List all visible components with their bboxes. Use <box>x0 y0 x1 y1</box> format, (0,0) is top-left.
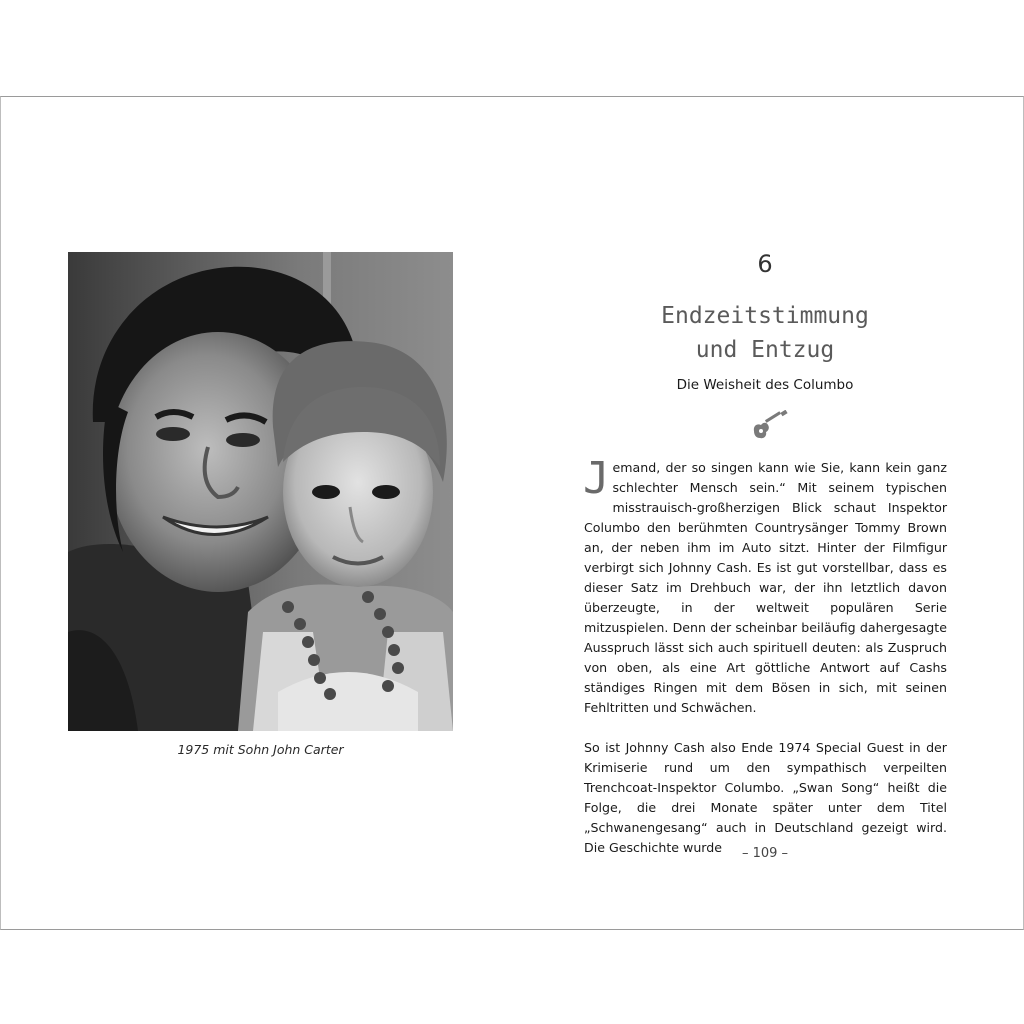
page-number: – 109 – <box>741 846 789 861</box>
paragraph-2: So ist Johnny Cash also Ende 1974 Special Guest in der Krimiserie rund um den sympathisch verpeilten Trenchcoat-Inspektor Columbo. „Swan Song“ heißt die Folge, die drei Monate später unter dem Titel „Schwanengesang“ auch in Deutschland gezeigt wird. Die Geschichte wurde <box>584 740 947 855</box>
drop-cap: J <box>583 453 610 504</box>
chapter-title-line2: und Entzug <box>695 337 835 363</box>
chapter-number: 6 <box>757 250 773 278</box>
photo-caption: 1975 mit Sohn John Carter <box>177 742 344 757</box>
chapter-subtitle: Die Weisheit des Columbo <box>676 377 854 393</box>
chapter-title <box>584 299 946 367</box>
photo <box>68 252 453 731</box>
photo-illustration <box>68 252 453 731</box>
paragraph-1-text: emand, der so singen kann wie Sie, kann kein ganz schlechter Mensch sein.“ Mit seinem typischen misstrauisch-großherzigen Blick schaut Inspektor Columbo den berühmten Countrysänger Tommy Brown an, der neben ihm im Auto sitzt. Hinter der Filmfigur verbirgt sich Johnny Cash. Es ist gut vorstellbar, dass es dieser Satz im Drehbuch war, der ihn letztlich davon überzeugte, in der weltweit populären Serie mitzuspielen. Denn der scheinbar beiläufig dahergesagte Ausspruch lässt sich auch spirituell deuten: als Zuspruch von oben, als eine Art göttliche Antwort auf Cashs ständiges Ringen mit dem Bösen in sich, mit seinen Fehltritten und Schwächen. <box>584 460 947 715</box>
chapter-title-line1: Endzeitstimmung <box>661 303 869 329</box>
body-text <box>583 453 947 858</box>
paragraph-1 <box>583 453 947 718</box>
guitar-icon <box>751 410 789 442</box>
